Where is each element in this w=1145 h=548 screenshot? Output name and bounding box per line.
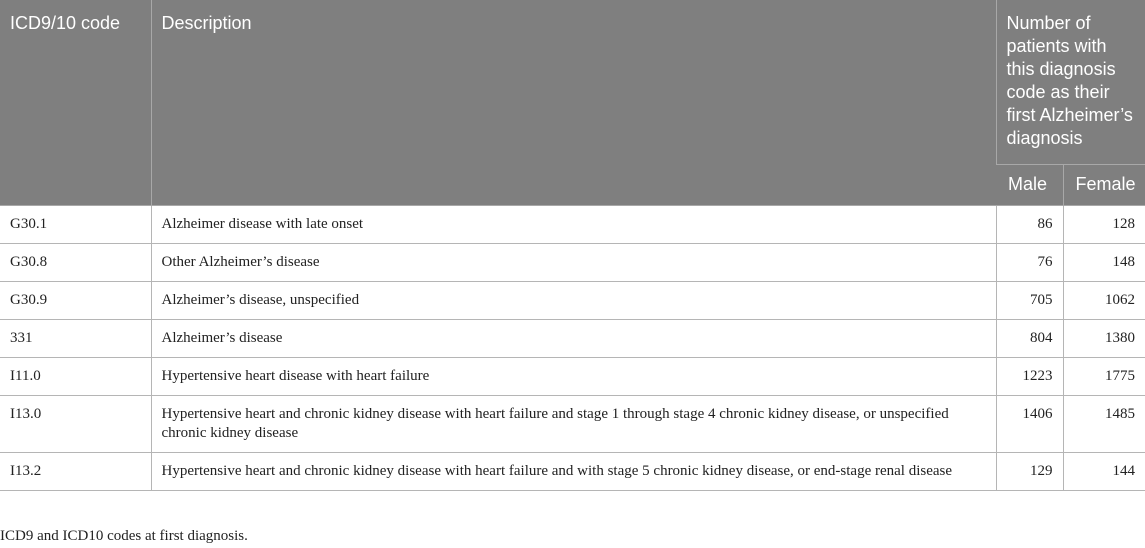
cell-code: G30.9 <box>0 282 151 320</box>
cell-description: Alzheimer’s disease, unspecified <box>151 282 996 320</box>
header-row <box>0 0 1145 165</box>
cell-male: 129 <box>996 453 1063 491</box>
table-row <box>0 396 1145 453</box>
cell-female: 1775 <box>1063 358 1145 396</box>
table-row <box>0 320 1145 358</box>
cell-description: Hypertensive heart and chronic kidney disease with heart failure and stage 1 through stage 4 chronic kidney disease, or unspecified chronic kidney disease <box>151 396 996 453</box>
cell-male: 705 <box>996 282 1063 320</box>
cell-male: 1223 <box>996 358 1063 396</box>
cell-female: 1380 <box>1063 320 1145 358</box>
cell-code: 331 <box>0 320 151 358</box>
table-row <box>0 244 1145 282</box>
cell-female: 148 <box>1063 244 1145 282</box>
cell-female: 1062 <box>1063 282 1145 320</box>
cell-male: 76 <box>996 244 1063 282</box>
header-female: Female <box>1063 165 1145 206</box>
cell-code: G30.8 <box>0 244 151 282</box>
cell-description: Other Alzheimer’s disease <box>151 244 996 282</box>
table-row <box>0 206 1145 244</box>
table-row <box>0 358 1145 396</box>
cell-description: Hypertensive heart disease with heart failure <box>151 358 996 396</box>
header-male: Male <box>996 165 1063 206</box>
header-description: Description <box>151 0 996 206</box>
cell-description: Alzheimer disease with late onset <box>151 206 996 244</box>
cell-description: Hypertensive heart and chronic kidney disease with heart failure and with stage 5 chronic kidney disease, or end-stage renal disease <box>151 453 996 491</box>
cell-description: Alzheimer’s disease <box>151 320 996 358</box>
cell-female: 144 <box>1063 453 1145 491</box>
table-header <box>0 0 1145 206</box>
cell-code: I13.0 <box>0 396 151 453</box>
header-code: ICD9/10 code <box>0 0 151 206</box>
cell-male: 804 <box>996 320 1063 358</box>
cell-code: I13.2 <box>0 453 151 491</box>
cell-female: 128 <box>1063 206 1145 244</box>
cell-female: 1485 <box>1063 396 1145 453</box>
cell-code: I11.0 <box>0 358 151 396</box>
table-caption: ICD9 and ICD10 codes at first diagnosis. <box>0 528 248 544</box>
table-row <box>0 282 1145 320</box>
header-patient-count: Number of patients with this diagnosis code as their first Alzheimer’s diagnosis <box>996 0 1145 165</box>
table-row <box>0 453 1145 491</box>
table-body <box>0 206 1145 491</box>
cell-male: 1406 <box>996 396 1063 453</box>
cell-code: G30.1 <box>0 206 151 244</box>
cell-male: 86 <box>996 206 1063 244</box>
